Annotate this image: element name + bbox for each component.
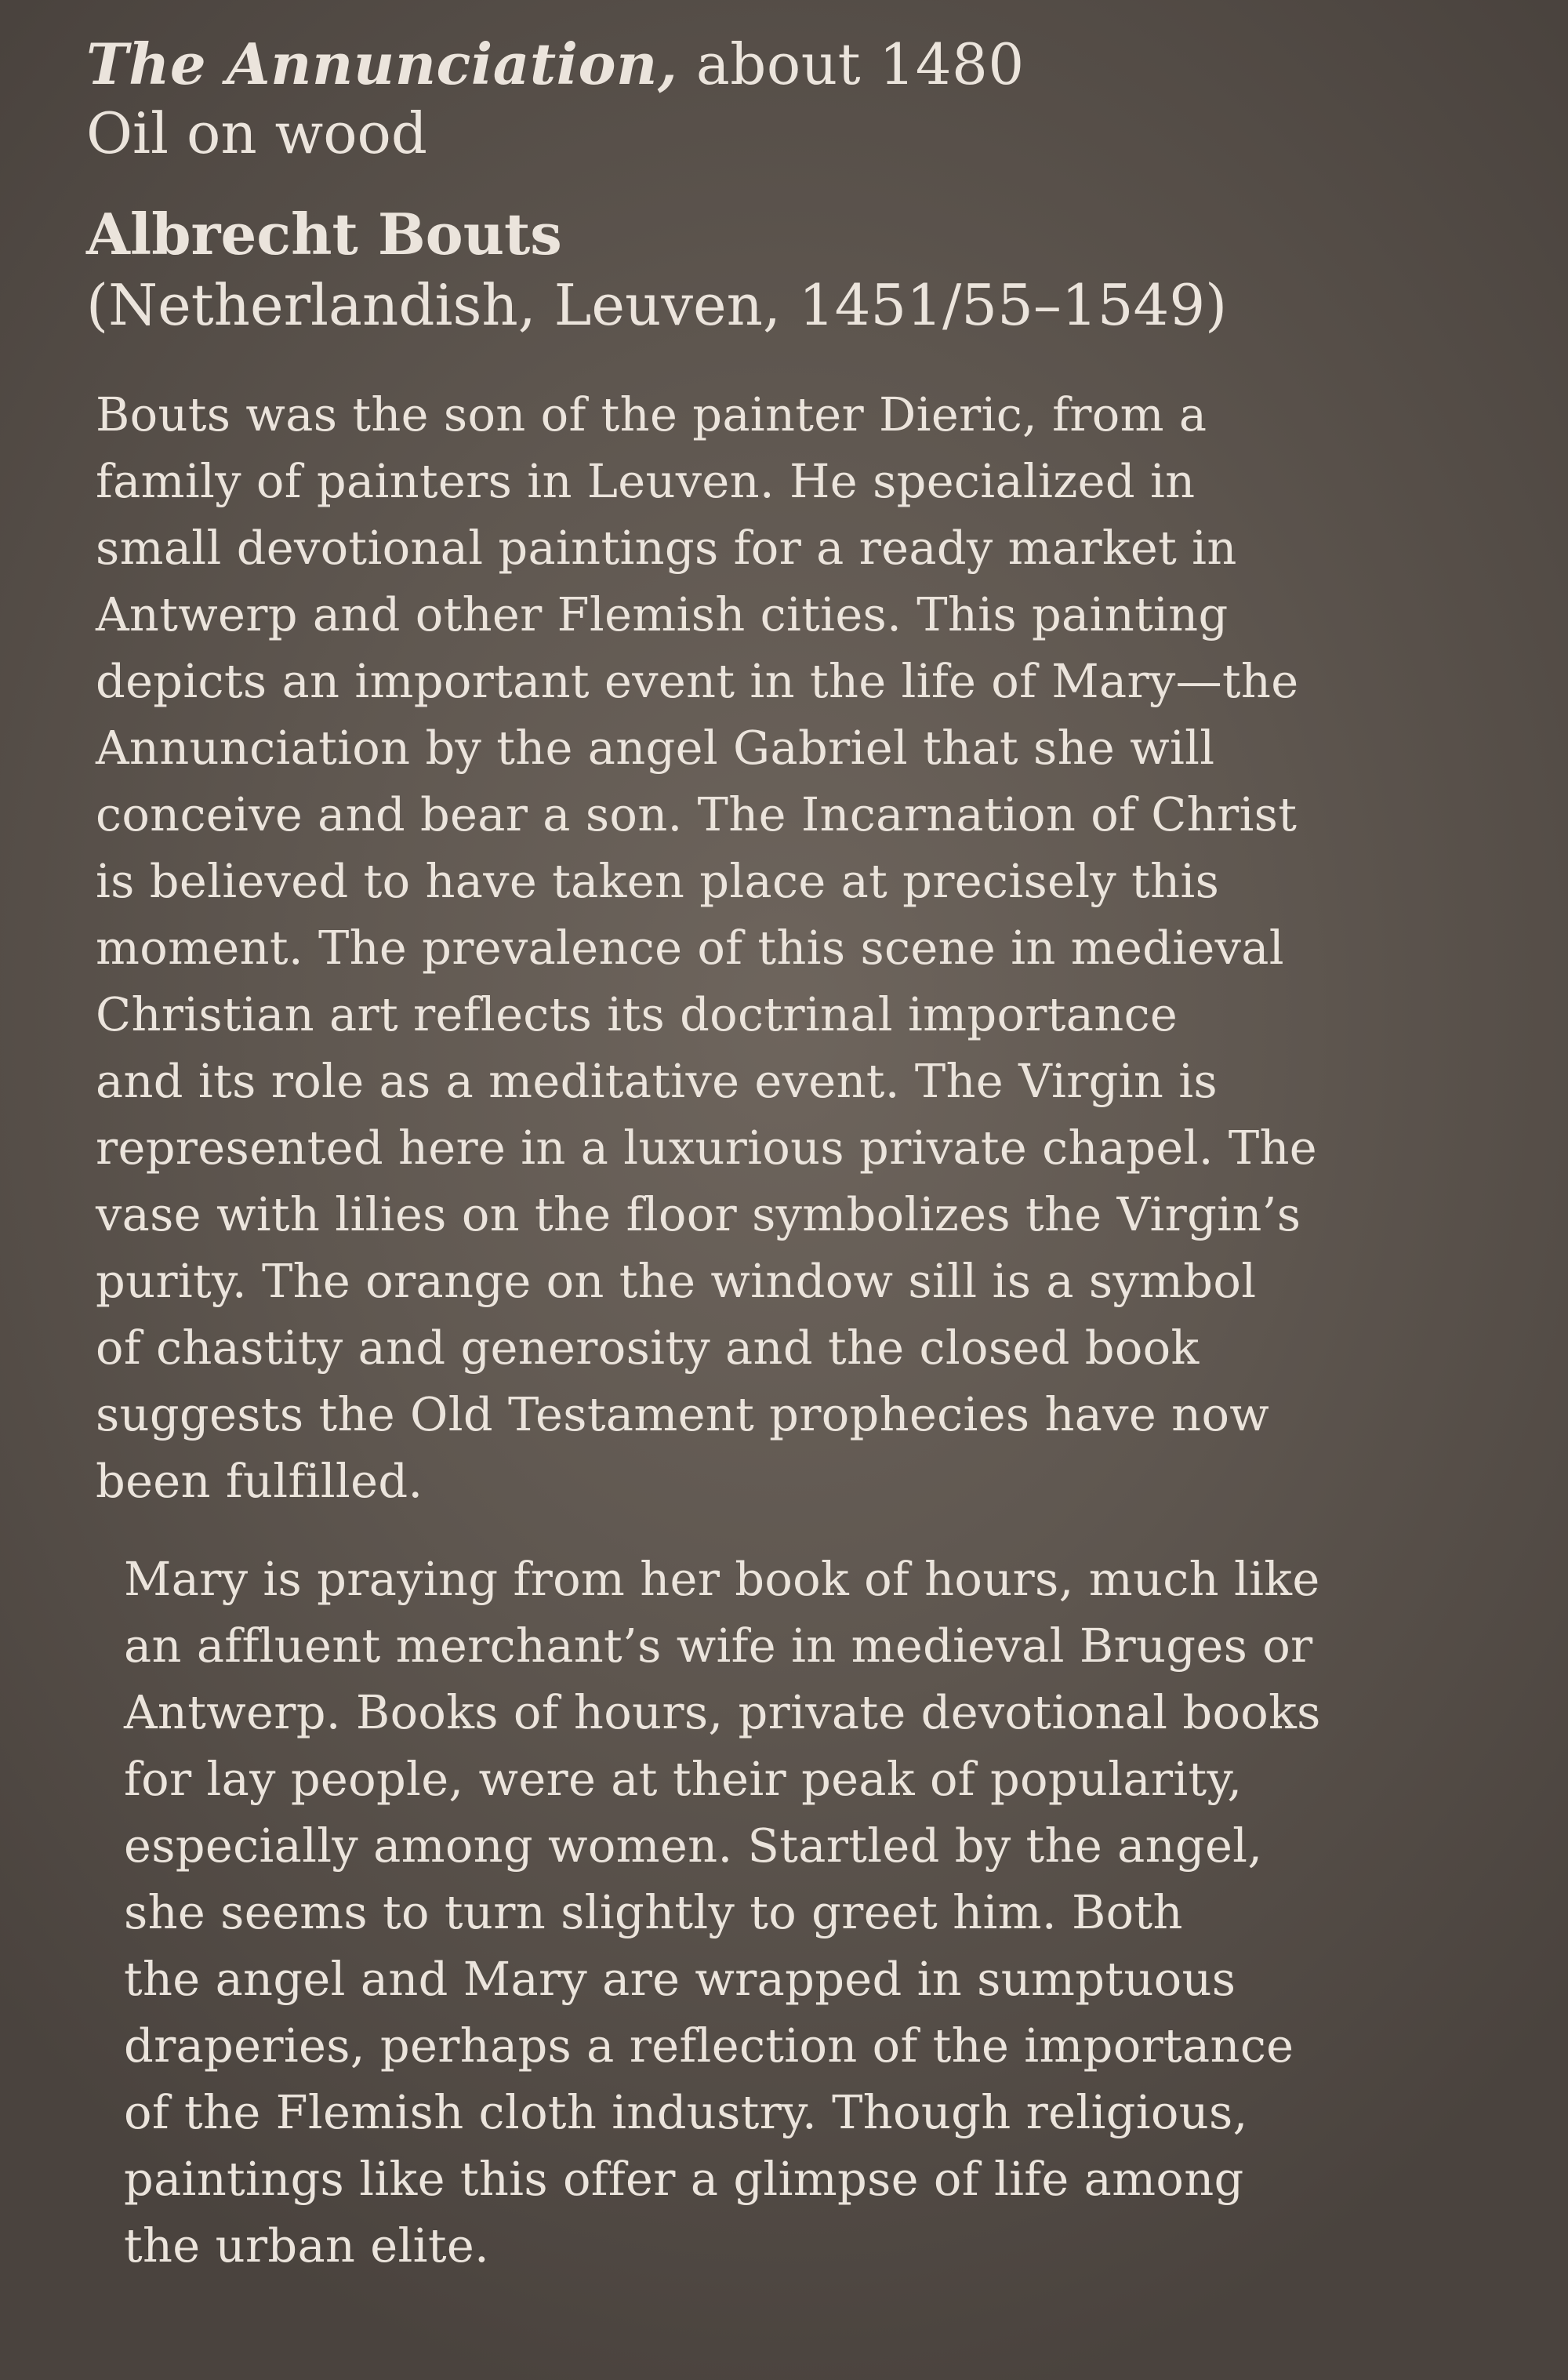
artist-details: (Netherlandish, Leuven, 1451/55–1549) <box>86 272 1228 338</box>
text-line: and its role as a meditative event. The Virgin is <box>96 1054 1218 1108</box>
text-line: depicts an important event in the life of Mary—the <box>96 654 1299 708</box>
description-paragraph-1 <box>96 381 1491 1514</box>
text-line: been fulfilled. <box>96 1454 423 1508</box>
text-line: especially among women. Startled by the angel, <box>124 1819 1263 1873</box>
text-line: conceive and bear a son. The Incarnation of Christ <box>96 787 1298 841</box>
text-line: Antwerp. Books of hours, private devotional books <box>124 1685 1321 1739</box>
text-line: small devotional paintings for a ready market in <box>96 521 1237 575</box>
text-line: she seems to turn slightly to greet him. Both <box>124 1885 1183 1939</box>
text-line: of chastity and generosity and the closed book <box>96 1321 1200 1375</box>
text-line: moment. The prevalence of this scene in medieval <box>96 921 1284 975</box>
artist-name: Albrecht Bouts <box>86 201 562 267</box>
text-line: paintings like this offer a glimpse of life among <box>124 2152 1244 2206</box>
artwork-date: about 1480 <box>677 31 1025 97</box>
text-line: Mary is praying from her book of hours, much like <box>124 1552 1320 1606</box>
text-line: Annunciation by the angel Gabriel that she will <box>96 721 1215 775</box>
text-line: draperies, perhaps a reflection of the importance <box>124 2018 1294 2073</box>
text-line: Christian art reflects its doctrinal importance <box>96 987 1178 1041</box>
artwork-medium: Oil on wood <box>86 100 427 166</box>
text-line: an affluent merchant’s wife in medieval Bruges or <box>124 1619 1313 1673</box>
text-line: for lay people, were at their peak of popularity, <box>124 1752 1243 1806</box>
text-line: suggests the Old Testament prophecies have now <box>96 1387 1270 1441</box>
text-line: purity. The orange on the window sill is a symbol <box>96 1254 1257 1308</box>
label-content <box>86 30 1497 2279</box>
text-line: Bouts was the son of the painter Dieric, from a <box>96 387 1207 441</box>
text-line: the urban elite. <box>124 2218 490 2273</box>
title-line <box>86 30 1497 99</box>
artwork-title: The Annunciation, <box>86 31 678 97</box>
text-line: of the Flemish cloth industry. Though religious, <box>124 2085 1248 2139</box>
text-line: Antwerp and other Flemish cities. This painting <box>96 587 1229 641</box>
text-line: represented here in a luxurious private chapel. The <box>96 1121 1318 1175</box>
text-line: family of painters in Leuven. He specialized in <box>96 454 1196 508</box>
description-paragraph-2 <box>124 1546 1504 2279</box>
text-line: vase with lilies on the floor symbolizes the Virgin’s <box>96 1187 1301 1241</box>
text-line: the angel and Mary are wrapped in sumptuous <box>124 1952 1236 2006</box>
text-line: is believed to have taken place at precisely this <box>96 854 1220 908</box>
